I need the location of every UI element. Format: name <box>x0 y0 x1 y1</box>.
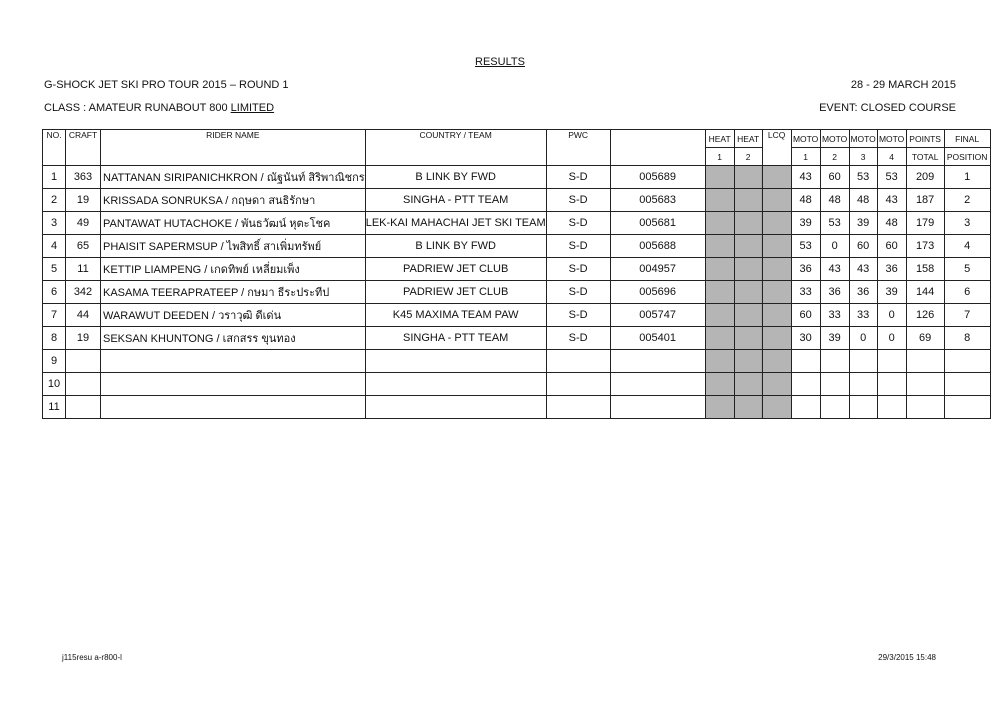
cell-moto4: 0 <box>877 304 906 327</box>
col-moto3-num: 3 <box>849 148 877 166</box>
cell-rider <box>101 396 366 419</box>
col-heat2-num: 2 <box>734 148 762 166</box>
cell-no: 7 <box>43 304 66 327</box>
cell-moto2: 43 <box>820 258 849 281</box>
cell-position: 4 <box>944 235 990 258</box>
cell-code: 005696 <box>610 281 705 304</box>
cell-heat1 <box>705 373 734 396</box>
col-heat1: HEAT <box>705 130 734 148</box>
cell-pwc: S-D <box>546 281 610 304</box>
cell-rider: PANTAWAT HUTACHOKE / พันธวัฒน์ หุตะโชค <box>101 212 366 235</box>
cell-total: 144 <box>906 281 944 304</box>
cell-total <box>906 373 944 396</box>
cell-lcq <box>762 327 791 350</box>
col-moto2-num: 2 <box>820 148 849 166</box>
cell-code: 005401 <box>610 327 705 350</box>
cell-total: 69 <box>906 327 944 350</box>
event-dates: 28 - 29 MARCH 2015 <box>850 79 956 91</box>
col-heat1-num: 1 <box>705 148 734 166</box>
table-row <box>43 258 991 281</box>
cell-moto2: 39 <box>820 327 849 350</box>
cell-craft: 44 <box>66 304 101 327</box>
cell-lcq <box>762 373 791 396</box>
cell-heat1 <box>705 350 734 373</box>
cell-rider: KASAMA TEERAPRATEEP / กษมา ธีระประทีป <box>101 281 366 304</box>
cell-position: 6 <box>944 281 990 304</box>
cell-position <box>944 396 990 419</box>
cell-lcq <box>762 235 791 258</box>
cell-code: 005747 <box>610 304 705 327</box>
cell-moto3: 60 <box>849 235 877 258</box>
cell-rider: KETTIP LIAMPENG / เกดทิพย์ เหลี่ยมเพ็ง <box>101 258 366 281</box>
cell-total: 209 <box>906 166 944 189</box>
cell-moto1: 43 <box>791 166 820 189</box>
col-moto1-num: 1 <box>791 148 820 166</box>
cell-moto4: 0 <box>877 327 906 350</box>
col-code <box>610 130 705 166</box>
cell-lcq <box>762 189 791 212</box>
col-heat2: HEAT <box>734 130 762 148</box>
cell-moto1: 60 <box>791 304 820 327</box>
cell-heat2 <box>734 235 762 258</box>
cell-position: 2 <box>944 189 990 212</box>
cell-moto4: 36 <box>877 258 906 281</box>
cell-heat2 <box>734 327 762 350</box>
cell-rider: NATTANAN SIRIPANICHKRON / ณัฐนันท์ สิริพาณิชกร <box>101 166 366 189</box>
cell-moto4 <box>877 396 906 419</box>
cell-code: 005681 <box>610 212 705 235</box>
cell-no: 1 <box>43 166 66 189</box>
table-row <box>43 189 991 212</box>
cell-craft: 342 <box>66 281 101 304</box>
event-header <box>44 79 956 91</box>
cell-moto3: 43 <box>849 258 877 281</box>
cell-moto2 <box>820 396 849 419</box>
cell-total: 126 <box>906 304 944 327</box>
cell-moto2 <box>820 373 849 396</box>
results-table <box>42 129 991 419</box>
cell-total <box>906 350 944 373</box>
class-suffix: LIMITED <box>230 102 275 114</box>
cell-no: 2 <box>43 189 66 212</box>
cell-craft: 19 <box>66 189 101 212</box>
cell-craft <box>66 373 101 396</box>
event-type: EVENT: CLOSED COURSE <box>819 102 956 114</box>
cell-no: 11 <box>43 396 66 419</box>
footer-timestamp: 29/3/2015 15:48 <box>878 653 936 662</box>
cell-moto1: 53 <box>791 235 820 258</box>
cell-craft: 65 <box>66 235 101 258</box>
cell-no: 3 <box>43 212 66 235</box>
col-lcq: LCQ <box>762 130 791 166</box>
cell-total: 158 <box>906 258 944 281</box>
class-header <box>44 102 956 114</box>
cell-moto3: 0 <box>849 327 877 350</box>
cell-craft: 363 <box>66 166 101 189</box>
cell-heat1 <box>705 258 734 281</box>
cell-rider: PHAISIT SAPERMSUP / ไพสิทธิ์ สาเพิ่มทรัพย์ <box>101 235 366 258</box>
cell-position: 3 <box>944 212 990 235</box>
col-points: POINTS <box>906 130 944 148</box>
cell-moto3: 53 <box>849 166 877 189</box>
cell-moto2 <box>820 350 849 373</box>
table-row <box>43 373 991 396</box>
results-body <box>43 166 991 419</box>
cell-moto4: 53 <box>877 166 906 189</box>
cell-moto4: 60 <box>877 235 906 258</box>
page-title: RESULTS <box>475 56 525 68</box>
cell-position: 5 <box>944 258 990 281</box>
cell-moto1 <box>791 350 820 373</box>
cell-lcq <box>762 258 791 281</box>
table-row <box>43 281 991 304</box>
col-total: TOTAL <box>906 148 944 166</box>
cell-rider <box>101 350 366 373</box>
cell-moto1: 39 <box>791 212 820 235</box>
cell-moto4 <box>877 373 906 396</box>
cell-team: B LINK BY FWD <box>365 166 546 189</box>
event-name: G-SHOCK JET SKI PRO TOUR 2015 – ROUND 1 <box>44 79 289 91</box>
cell-total: 187 <box>906 189 944 212</box>
cell-craft <box>66 350 101 373</box>
table-row <box>43 327 991 350</box>
cell-pwc: S-D <box>546 327 610 350</box>
table-row <box>43 396 991 419</box>
cell-code: 005688 <box>610 235 705 258</box>
cell-moto1 <box>791 373 820 396</box>
cell-heat2 <box>734 212 762 235</box>
cell-rider: WARAWUT DEEDEN / วราวุฒิ ดีเด่น <box>101 304 366 327</box>
col-no: NO. <box>43 130 66 166</box>
col-moto2: MOTO <box>820 130 849 148</box>
cell-total: 179 <box>906 212 944 235</box>
cell-code <box>610 396 705 419</box>
cell-rider: KRISSADA SONRUKSA / กฤษดา สนธิรักษา <box>101 189 366 212</box>
cell-team: K45 MAXIMA TEAM PAW <box>365 304 546 327</box>
cell-moto3: 39 <box>849 212 877 235</box>
cell-heat2 <box>734 189 762 212</box>
cell-no: 8 <box>43 327 66 350</box>
cell-total <box>906 396 944 419</box>
cell-no: 4 <box>43 235 66 258</box>
cell-pwc <box>546 396 610 419</box>
cell-heat1 <box>705 166 734 189</box>
cell-moto2: 53 <box>820 212 849 235</box>
cell-code: 004957 <box>610 258 705 281</box>
cell-heat1 <box>705 281 734 304</box>
cell-moto4 <box>877 350 906 373</box>
cell-rider: SEKSAN KHUNTONG / เสกสรร ขุนทอง <box>101 327 366 350</box>
col-moto3: MOTO <box>849 130 877 148</box>
cell-heat1 <box>705 189 734 212</box>
cell-moto2: 48 <box>820 189 849 212</box>
cell-team <box>365 350 546 373</box>
cell-position: 1 <box>944 166 990 189</box>
cell-team: B LINK BY FWD <box>365 235 546 258</box>
cell-no: 9 <box>43 350 66 373</box>
cell-heat1 <box>705 212 734 235</box>
cell-code <box>610 373 705 396</box>
cell-moto2: 36 <box>820 281 849 304</box>
col-moto4-num: 4 <box>877 148 906 166</box>
cell-heat2 <box>734 373 762 396</box>
cell-moto2: 0 <box>820 235 849 258</box>
cell-heat1 <box>705 396 734 419</box>
cell-heat2 <box>734 166 762 189</box>
cell-moto1: 30 <box>791 327 820 350</box>
class-prefix: CLASS : AMATEUR RUNABOUT 800 <box>44 102 231 114</box>
cell-lcq <box>762 396 791 419</box>
col-moto4: MOTO <box>877 130 906 148</box>
cell-code: 005683 <box>610 189 705 212</box>
cell-lcq <box>762 166 791 189</box>
cell-position: 7 <box>944 304 990 327</box>
cell-heat2 <box>734 258 762 281</box>
cell-moto2: 60 <box>820 166 849 189</box>
cell-pwc: S-D <box>546 212 610 235</box>
table-row <box>43 304 991 327</box>
cell-team: PADRIEW JET CLUB <box>365 281 546 304</box>
cell-position <box>944 350 990 373</box>
cell-craft <box>66 396 101 419</box>
cell-craft: 49 <box>66 212 101 235</box>
cell-heat2 <box>734 281 762 304</box>
col-pwc: PWC <box>546 130 610 166</box>
cell-heat1 <box>705 327 734 350</box>
cell-moto2: 33 <box>820 304 849 327</box>
cell-moto1: 36 <box>791 258 820 281</box>
cell-team: SINGHA - PTT TEAM <box>365 189 546 212</box>
cell-pwc: S-D <box>546 258 610 281</box>
cell-heat1 <box>705 304 734 327</box>
cell-team <box>365 396 546 419</box>
cell-moto4: 48 <box>877 212 906 235</box>
cell-moto1: 33 <box>791 281 820 304</box>
header-row-1 <box>43 130 991 148</box>
cell-craft: 11 <box>66 258 101 281</box>
col-moto1: MOTO <box>791 130 820 148</box>
cell-team <box>365 373 546 396</box>
cell-pwc: S-D <box>546 235 610 258</box>
cell-lcq <box>762 304 791 327</box>
cell-moto1 <box>791 396 820 419</box>
cell-craft: 19 <box>66 327 101 350</box>
footer-report-id: j115resu a-r800-l <box>62 653 122 662</box>
cell-no: 5 <box>43 258 66 281</box>
cell-pwc: S-D <box>546 189 610 212</box>
table-row <box>43 235 991 258</box>
cell-moto3: 36 <box>849 281 877 304</box>
cell-team: SINGHA - PTT TEAM <box>365 327 546 350</box>
cell-total: 173 <box>906 235 944 258</box>
col-team: COUNTRY / TEAM <box>365 130 546 166</box>
col-rider: RIDER NAME <box>101 130 366 166</box>
cell-heat1 <box>705 235 734 258</box>
cell-pwc: S-D <box>546 304 610 327</box>
cell-moto4: 43 <box>877 189 906 212</box>
table-row <box>43 166 991 189</box>
cell-no: 10 <box>43 373 66 396</box>
cell-position <box>944 373 990 396</box>
cell-moto3 <box>849 396 877 419</box>
cell-code: 005689 <box>610 166 705 189</box>
cell-moto3: 33 <box>849 304 877 327</box>
cell-moto3 <box>849 373 877 396</box>
cell-lcq <box>762 281 791 304</box>
cell-heat2 <box>734 350 762 373</box>
cell-team: PADRIEW JET CLUB <box>365 258 546 281</box>
cell-no: 6 <box>43 281 66 304</box>
cell-heat2 <box>734 304 762 327</box>
cell-pwc: S-D <box>546 166 610 189</box>
cell-heat2 <box>734 396 762 419</box>
cell-lcq <box>762 212 791 235</box>
col-position: POSITION <box>944 148 990 166</box>
table-row <box>43 350 991 373</box>
cell-rider <box>101 373 366 396</box>
cell-position: 8 <box>944 327 990 350</box>
col-craft: CRAFT <box>66 130 101 166</box>
cell-code <box>610 350 705 373</box>
class-label <box>44 102 274 114</box>
cell-lcq <box>762 350 791 373</box>
cell-moto4: 39 <box>877 281 906 304</box>
cell-moto1: 48 <box>791 189 820 212</box>
cell-moto3 <box>849 350 877 373</box>
cell-pwc <box>546 350 610 373</box>
col-final: FINAL <box>944 130 990 148</box>
table-row <box>43 212 991 235</box>
cell-moto3: 48 <box>849 189 877 212</box>
cell-team: LEK-KAI MAHACHAI JET SKI TEAM <box>365 212 546 235</box>
cell-pwc <box>546 373 610 396</box>
